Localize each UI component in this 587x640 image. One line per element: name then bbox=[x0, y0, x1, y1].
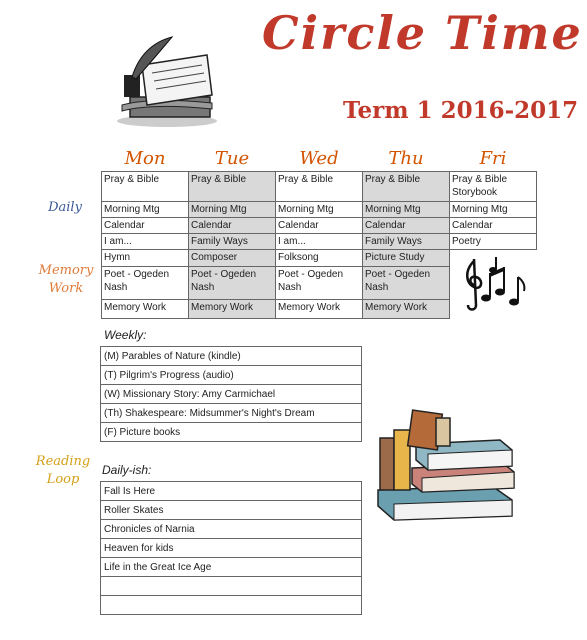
memory-work-label: Memory Work bbox=[38, 263, 94, 296]
table-cell: Calendar bbox=[189, 218, 276, 234]
table-cell: Poet - Ogeden Nash bbox=[363, 267, 450, 300]
table-cell: Folksong bbox=[276, 250, 363, 267]
day-header-wed: Wed bbox=[299, 148, 339, 169]
list-item-text: Fall Is Here bbox=[101, 482, 362, 501]
list-item-text: (M) Parables of Nature (kindle) bbox=[101, 347, 362, 366]
list-item bbox=[101, 482, 362, 501]
day-header-thu: Thu bbox=[388, 148, 424, 169]
table-cell: Pray & Bible bbox=[102, 172, 189, 202]
section-label-memory-work bbox=[30, 262, 102, 298]
reading-loop-label: Reading Loop bbox=[35, 454, 91, 487]
list-item bbox=[101, 501, 362, 520]
dailyish-heading: Daily-ish: bbox=[102, 463, 152, 477]
section-label-reading-loop bbox=[28, 453, 98, 489]
table-row bbox=[102, 172, 537, 202]
list-item-text: Heaven for kids bbox=[101, 539, 362, 558]
day-header-tue: Tue bbox=[214, 148, 250, 169]
table-cell: Memory Work bbox=[102, 300, 189, 319]
list-item-text: (T) Pilgrim's Progress (audio) bbox=[101, 366, 362, 385]
table-cell: Morning Mtg bbox=[363, 202, 450, 218]
list-item-text: (Th) Shakespeare: Midsummer's Night's Dream bbox=[101, 404, 362, 423]
table-cell: Composer bbox=[189, 250, 276, 267]
table-cell: Poet - Ogeden Nash bbox=[189, 267, 276, 300]
list-item-text: Roller Skates bbox=[101, 501, 362, 520]
section-label-daily: Daily bbox=[48, 200, 82, 215]
list-item bbox=[101, 539, 362, 558]
list-item-text: (W) Missionary Story: Amy Carmichael bbox=[101, 385, 362, 404]
page-subtitle: Term 1 2016-2017 bbox=[343, 97, 579, 124]
table-cell: Poet - Ogeden Nash bbox=[102, 267, 189, 300]
table-cell: Pray & Bible bbox=[189, 172, 276, 202]
list-item-text: Life in the Great Ice Age bbox=[101, 558, 362, 577]
table-cell: Morning Mtg bbox=[276, 202, 363, 218]
table-cell: Morning Mtg bbox=[189, 202, 276, 218]
page-title: Circle Time bbox=[262, 6, 583, 60]
table-row bbox=[102, 218, 537, 234]
table-cell: Pray & Bible bbox=[363, 172, 450, 202]
list-item-text bbox=[101, 596, 362, 615]
table-cell: Picture Study bbox=[363, 250, 450, 267]
table-cell: Memory Work bbox=[276, 300, 363, 319]
table-row bbox=[102, 250, 537, 267]
table-cell: Calendar bbox=[276, 218, 363, 234]
table-cell: Family Ways bbox=[363, 234, 450, 250]
list-item bbox=[101, 404, 362, 423]
list-item bbox=[101, 520, 362, 539]
list-item bbox=[101, 366, 362, 385]
table-cell: Hymn bbox=[102, 250, 189, 267]
table-cell: Family Ways bbox=[189, 234, 276, 250]
table-row bbox=[102, 202, 537, 218]
list-item-text: Chronicles of Narnia bbox=[101, 520, 362, 539]
table-cell: Pray & Bible Storybook bbox=[450, 172, 537, 202]
table-cell: Poet - Ogeden Nash bbox=[276, 267, 363, 300]
table-cell: Pray & Bible bbox=[276, 172, 363, 202]
weekly-list bbox=[100, 346, 362, 442]
list-item bbox=[101, 596, 362, 615]
table-cell: Calendar bbox=[363, 218, 450, 234]
list-item bbox=[101, 385, 362, 404]
table-cell: Calendar bbox=[450, 218, 537, 234]
day-header-mon: Mon bbox=[124, 148, 166, 169]
table-cell: Poetry bbox=[450, 234, 537, 250]
schedule-table bbox=[101, 171, 537, 319]
list-item-text: (F) Picture books bbox=[101, 423, 362, 442]
day-header-fri: Fri bbox=[479, 148, 507, 169]
list-item-text bbox=[101, 577, 362, 596]
list-item bbox=[101, 577, 362, 596]
music-notes-icon bbox=[460, 253, 530, 313]
music-notes-cell bbox=[450, 250, 537, 319]
dailyish-list bbox=[100, 481, 362, 615]
table-row bbox=[102, 234, 537, 250]
table-cell: Morning Mtg bbox=[450, 202, 537, 218]
book-stack-illustration bbox=[372, 408, 522, 523]
table-cell: Memory Work bbox=[363, 300, 450, 319]
table-cell: Calendar bbox=[102, 218, 189, 234]
weekly-heading: Weekly: bbox=[104, 328, 147, 342]
list-item bbox=[101, 347, 362, 366]
table-cell: Morning Mtg bbox=[102, 202, 189, 218]
quill-book-illustration bbox=[112, 35, 222, 130]
table-cell: I am... bbox=[102, 234, 189, 250]
list-item bbox=[101, 558, 362, 577]
table-cell: I am... bbox=[276, 234, 363, 250]
list-item bbox=[101, 423, 362, 442]
table-cell: Memory Work bbox=[189, 300, 276, 319]
